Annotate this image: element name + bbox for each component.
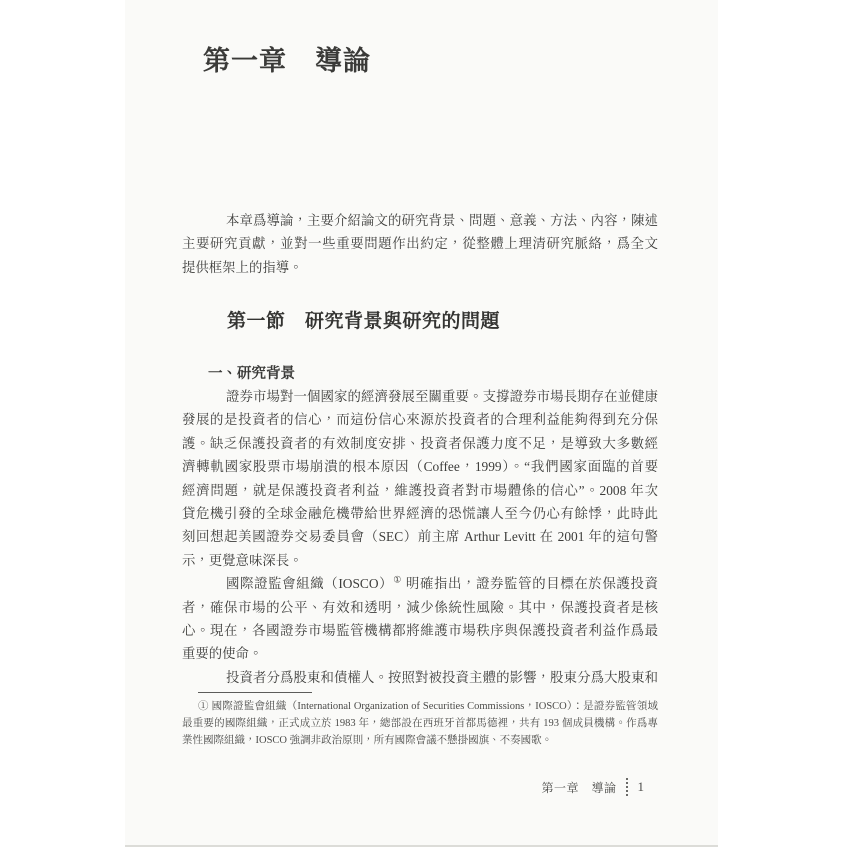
footnote-ref-marker: ① [393, 574, 402, 585]
text-line: 主要研究貢獻，並對一些重要問題作出約定，從整體上理清研究脈絡，爲全文 [182, 236, 658, 252]
text-line: 者，確保市場的公平、有效和透明，減少係統性風險。其中，保護投資者是核 [182, 599, 658, 615]
subsection-heading: 一、研究背景 [208, 366, 295, 382]
footer-divider [626, 778, 628, 796]
text-line [182, 572, 658, 595]
section-heading: 第一節 研究背景與研究的問題 [227, 311, 501, 332]
text-line: 重要的使命。 [182, 646, 263, 662]
text-line: 刻回想起美國證券交易委員會（SEC）前主席 Arthur Levitt 在 2001 年的這句警 [182, 529, 658, 545]
footer-page-number: 1 [637, 779, 644, 794]
footer-chapter-label: 第一章 導論 [541, 780, 617, 795]
footnote: ① 國際證監會組織（International Organization of Securities Commissions，IOSCO）：是證券監管領域最重要的國際組織，正式成立於 1983 年，總部設在西班牙首都馬德裡，共有 193 個成員機構。作爲專業性國際組織，IOSCO 強調非政治原則，所有國際會議不懸掛國旗、不奏國歌。 [182, 701, 658, 746]
intro-paragraph [182, 209, 658, 279]
text-segment: 國際證監會組織（IOSCO） [226, 576, 394, 592]
text-segment: 明確指出，證券監管的目標在於保護投資 [401, 576, 658, 592]
body-text [182, 385, 658, 689]
chapter-title: 第一章 導論 [203, 46, 371, 76]
text-line: 濟轉軌國家股票市場崩潰的根本原因（Coffee，1999）。“我們國家面臨的首要 [182, 459, 658, 475]
book-page [125, 0, 718, 847]
text-line: 證券市場對一個國家的經濟發展至關重要。支撐證券市場長期存在並健康 [226, 389, 658, 404]
text-line: 提供框架上的指導。 [182, 259, 303, 275]
text-line: 護。缺乏保護投資者的有效制度安排、投資者保護力度不足，是導致大多數經 [182, 435, 658, 451]
text-line: 發展的是投資者的信心，而這份信心來源於投資者的合理利益能夠得到充分保 [182, 412, 658, 428]
text-line: 示，更覺意味深長。 [182, 552, 303, 568]
text-line: 心。現在，各國證券市場監管機構都將維護市場秩序與保護投資者利益作爲最 [182, 622, 658, 638]
text-line: 本章爲導論，主要介紹論文的研究背景、問題、意義、方法、內容，陳述 [226, 213, 658, 228]
text-line: 貸危機引發的全球金融危機帶給世界經濟的恐慌讓人至今仍心有餘悸，此時此 [182, 505, 658, 521]
page-footer [182, 778, 658, 796]
text-line: 投資者分爲股東和債權人。按照對被投資主體的影響，股東分爲大股東和 [226, 669, 658, 685]
text-line: 經濟問題，就是保護投資者利益，維護投資者對市場體係的信心”。2008 年次 [182, 482, 658, 498]
footnote-separator [198, 692, 312, 693]
